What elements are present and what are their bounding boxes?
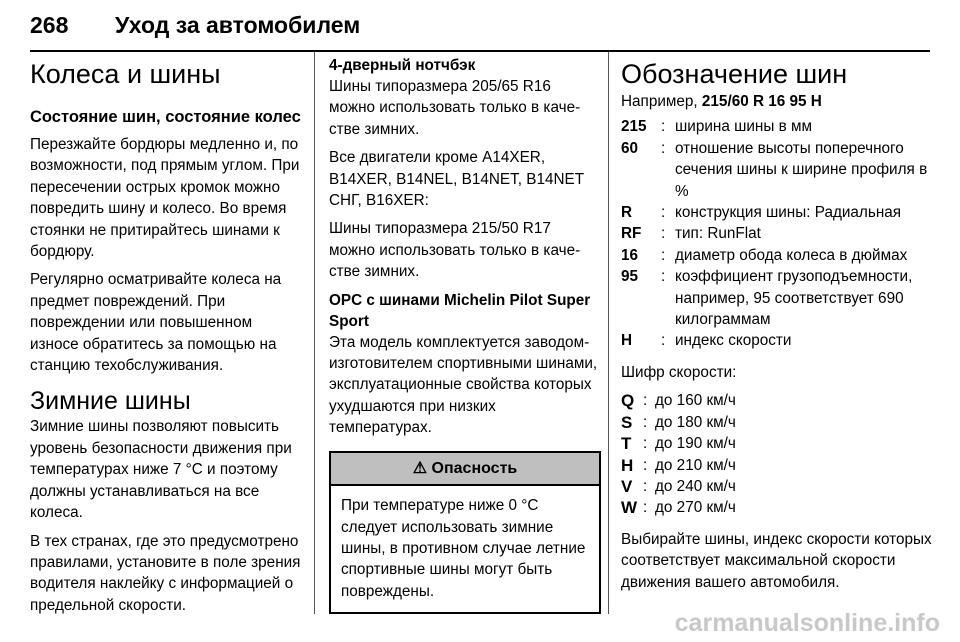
paragraph-hatch-3: Шины типоразмера 215/50 R17 можно использовать только в качестве зимних. — [329, 220, 581, 281]
warning-title: Опасность — [431, 459, 518, 477]
speed-row-value: до 270 км/ч — [655, 499, 736, 517]
speed-row-key: S — [621, 412, 633, 432]
example-prefix: Например, — [621, 93, 702, 110]
section-title-tire-designation: Обозначение шин — [621, 59, 848, 89]
heading-hatchback: 4-дверный нотчбэк — [329, 57, 476, 74]
definition-row-key: H — [621, 332, 633, 350]
paragraph-opc: Эта модель комплектуется заводом-изготовителем спортивными шинами, эксплуатационные свойства которых ухудшаются при низких температурах. — [329, 333, 598, 437]
definition-row — [621, 245, 934, 266]
speed-row — [621, 497, 934, 518]
column-3 — [621, 55, 934, 600]
definition-row-colon: : — [661, 246, 666, 264]
column-divider-1 — [314, 52, 315, 614]
definition-row-colon: : — [661, 332, 666, 350]
speed-row-colon: : — [643, 392, 648, 410]
definition-row-value: конструкция шины: Радиальная — [675, 204, 902, 222]
speed-row-key: H — [621, 455, 634, 475]
warning-header — [331, 453, 599, 486]
page-number: 268 — [30, 12, 69, 38]
warning-box — [329, 451, 601, 614]
paragraph-curbs: Перезжайте бордюры медленно и, по возможности, под прямым углом. При пересечении острых кромок можно повредить шину и колесо. Во время стоянки не притирайтесь шинами к бордюру. — [30, 136, 300, 261]
speed-row-colon: : — [643, 456, 648, 474]
speed-row-value: до 240 км/ч — [655, 477, 736, 495]
speed-row-value: до 190 км/ч — [655, 435, 736, 453]
speed-row-value: до 160 км/ч — [655, 392, 736, 410]
definition-row-colon: : — [661, 118, 666, 136]
example-code: 215/60 R 16 95 H — [701, 93, 822, 110]
definition-row-value: отношение высоты поперечного сечения шины к ширине профиля в % — [675, 139, 928, 200]
paragraph-closing: Выбирайте шины, индекс скорости которых соответствует максимальной скорости движения вашего автомобиля. — [621, 530, 932, 591]
speed-row — [621, 390, 934, 411]
speed-row-key: T — [621, 434, 632, 454]
heading-winter-tires: Зимние шины — [30, 387, 191, 416]
speed-row-colon: : — [643, 477, 648, 495]
speed-row-colon: : — [643, 499, 648, 517]
definition-row — [621, 202, 934, 223]
paragraph-hatch-2: Все двигатели кроме A14XER, B14XER, B14NEL, B14NET, B14NET СНГ, B16XER: — [329, 149, 584, 210]
column-divider-2 — [608, 52, 609, 614]
definition-row-key: 16 — [621, 246, 639, 264]
speed-row — [621, 433, 934, 454]
definition-row — [621, 330, 934, 351]
warning-text: При температуре ниже 0 °C следует использовать зимние шины, в противном случае летние спортивные шины могут быть повреждены. — [341, 497, 586, 600]
header-rule — [30, 50, 930, 52]
definition-row-key: 95 — [621, 268, 639, 286]
paragraph-winter-2: В тех странах, где это предусмотрено правилами, установите в поле зрения водителя наклейку с информацией о предельной скорости. — [30, 532, 301, 614]
definition-row — [621, 116, 934, 137]
heading-tire-condition: Состояние шин, состояние колес — [30, 108, 301, 126]
definition-row — [621, 138, 934, 202]
definition-row-key: RF — [621, 225, 642, 243]
definition-row-value: индекс скорости — [675, 332, 792, 350]
definition-row-colon: : — [661, 139, 666, 157]
chapter-title: Уход за автомобилем — [115, 12, 361, 38]
speed-list — [621, 390, 934, 518]
column-2 — [329, 55, 601, 614]
definition-row-key: 215 — [621, 118, 647, 136]
definition-row-value: коэффициент грузоподъемности, например, 95 соответствует 690 килограммам — [675, 268, 913, 329]
definition-row-value: ширина шины в мм — [675, 118, 812, 136]
speed-row-colon: : — [643, 413, 648, 431]
speed-row — [621, 412, 934, 433]
section-title-wheels: Колеса и шины — [30, 59, 221, 89]
definition-row-key: 60 — [621, 139, 639, 157]
heading-opc: OPC с шинами Michelin Pilot Super Sport — [329, 291, 591, 330]
definition-row-value: диаметр обода колеса в дюймах — [675, 246, 908, 264]
definition-row-colon: : — [661, 225, 666, 243]
paragraph-winter-1: Зимние шины позволяют повысить уровень безопасности движения при температурах ниже 7 °C и поэтому должны устанавливаться на все колеса. — [30, 418, 292, 522]
paragraph-hatch-1: Шины типоразмера 205/65 R16 можно использовать только в качестве зимних. — [329, 78, 581, 138]
page-header — [30, 12, 930, 40]
speed-row — [621, 476, 934, 497]
definition-row — [621, 266, 934, 330]
definition-row-colon: : — [661, 268, 666, 286]
speed-heading: Шифр скорости: — [621, 363, 737, 381]
speed-row-key: V — [621, 476, 633, 496]
definition-row-colon: : — [661, 204, 666, 222]
speed-row-key: Q — [621, 391, 635, 411]
definition-row-key: R — [621, 204, 633, 222]
watermark: carmanualsonline.info — [674, 609, 940, 637]
speed-row-key: W — [621, 498, 638, 518]
definition-row — [621, 223, 934, 244]
speed-row-value: до 210 км/ч — [655, 456, 736, 474]
speed-row — [621, 455, 934, 476]
definition-row-value: тип: RunFlat — [675, 225, 761, 243]
warning-triangle-icon: ⚠ — [412, 459, 428, 477]
speed-row-value: до 180 км/ч — [655, 413, 736, 431]
paragraph-inspection: Регулярно осматривайте колеса на предмет повреждений. При повреждении или повышенном износе обратитесь за помощью на станцию техобслуживания. — [30, 271, 282, 375]
column-1 — [30, 55, 302, 623]
speed-row-colon: : — [643, 435, 648, 453]
example-line — [621, 91, 934, 112]
definition-list — [621, 116, 934, 351]
